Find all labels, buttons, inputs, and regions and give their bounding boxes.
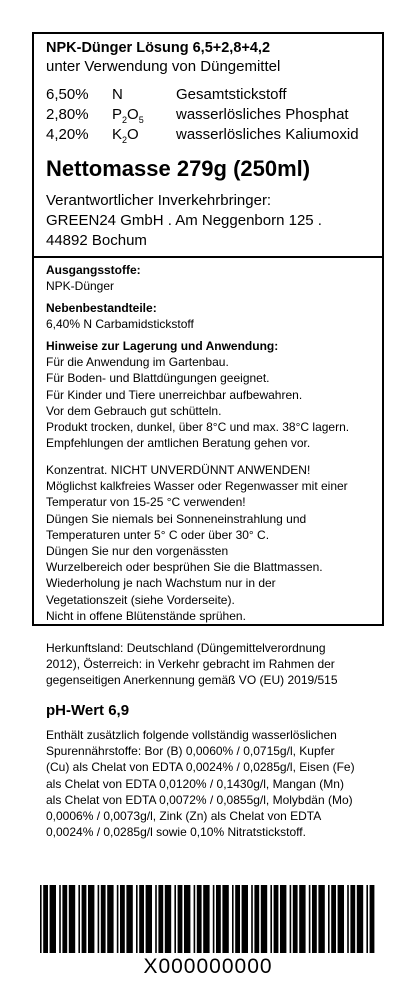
trace-line: Spurennährstoffe: Bor (B) 0,0060% / 0,0715g/l, Kupfer (46, 744, 335, 759)
nebenbestandteile-section (46, 300, 382, 332)
responsible-line: GREEN24 GmbH . Am Neggenborn 125 . (46, 212, 322, 229)
product-subtitle: unter Verwendung von Düngemittel (46, 58, 281, 75)
trace-line: 0,0024% / 0,0285g/l sowie 0,10% Nitratstickstoff. (46, 825, 306, 840)
warning-line: Düngen Sie niemals bei Sonneneinstrahlung und (46, 511, 307, 526)
nutrient-percent: 6,50% (46, 86, 89, 103)
origin-line: gegenseitigen Anerkennung gemäß VO (EU) 2019/515 (46, 673, 338, 688)
origin-section (46, 640, 386, 689)
hinweise-section (46, 338, 382, 451)
warning-line: Düngen Sie nur den vorgenässten (46, 544, 229, 559)
ausgangsstoffe-section (46, 262, 382, 294)
barcode-image (38, 885, 378, 953)
net-weight: Nettomasse 279g (250ml) (46, 156, 311, 181)
warning-line: Konzentrat. NICHT UNVERDÜNNT ANWENDEN! (46, 463, 311, 477)
origin-line: Herkunftsland: Deutschland (Düngemittelverordnung (46, 641, 326, 655)
product-info-box (32, 32, 384, 257)
section-heading: Nebenbestandteile: (46, 301, 157, 315)
trace-line: 0,0006% / 0,0073g/l, Zink (Zn) als Chelat von EDTA (46, 809, 322, 824)
warning-line: Temperatur von 15-25 °C verwenden! (46, 495, 246, 510)
section-text: 6,40% N Carbamidstickstoff (46, 317, 194, 332)
warning-line: Möglichst kalkfreies Wasser oder Regenwasser mit einer (46, 479, 348, 494)
nutrient-percent: 2,80% (46, 106, 89, 123)
trace-line: Enthält zusätzlich folgende vollständig wasserlöslichen (46, 728, 337, 742)
section-heading: Hinweise zur Lagerung und Anwendung: (46, 339, 279, 353)
hint-line: Produkt trocken, dunkel, über 8°C und max. 38°C lagern. (46, 420, 350, 435)
hint-line: Vor dem Gebrauch gut schütteln. (46, 403, 222, 418)
nutrient-description: wasserlösliches Kaliumoxid (176, 126, 359, 143)
hint-line: Für die Anwendung im Gartenbau. (46, 355, 229, 370)
responsible-line: 44892 Bochum (46, 232, 147, 249)
nutrient-description: wasserlösliches Phosphat (176, 106, 349, 123)
nutrient-description: Gesamtstickstoff (176, 86, 287, 103)
ph-value: pH-Wert 6,9 (46, 702, 130, 719)
nutrient-symbol: $P_2O_5$ (112, 106, 144, 125)
warning-line: Vegetationszeit (siehe Vorderseite). (46, 592, 235, 607)
usage-info-box (32, 256, 384, 626)
product-title: NPK-Dünger Lösung 6,5+2,8+4,2 (46, 40, 271, 56)
warning-line: Nicht in offene Blütenstände sprühen. (46, 608, 246, 623)
trace-nutrients-section (46, 727, 386, 840)
barcode-number: X000000000 (143, 955, 273, 978)
section-heading: Ausgangsstoffe: (46, 263, 141, 277)
trace-line: (Cu) als Chelat von EDTA 0,0024% / 0,0285g/l, Eisen (Fe) (46, 760, 355, 775)
section-text: NPK-Dünger (46, 279, 115, 294)
warning-section (46, 462, 382, 624)
origin-line: 2012), Österreich: in Verkehr gebracht im Rahmen der (46, 657, 335, 672)
nutrient-percent: 4,20% (46, 126, 89, 143)
hint-line: Empfehlungen der amtlichen Beratung gehen vor. (46, 436, 311, 451)
nutrient-symbol: $K_2O$ (112, 126, 139, 145)
trace-line: als Chelat von EDTA 0,0120% / 0,1430g/l, Mangan (Mn) (46, 776, 344, 791)
hint-line: Für Kinder und Tiere unerreichbar aufbewahren. (46, 387, 303, 402)
warning-line: Wiederholung je nach Wachstum nur in der (46, 576, 276, 591)
trace-line: als Chelat von EDTA 0,0072% / 0,0855g/l, Molybdän (Mo) (46, 792, 353, 807)
nutrient-symbol: N (112, 86, 123, 103)
responsible-line: Verantwortlicher Inverkehrbringer: (46, 192, 272, 209)
hint-line: Für Boden- und Blattdüngungen geeignet. (46, 371, 270, 386)
warning-line: Wurzelbereich oder besprühen Sie die Blattmassen. (46, 560, 323, 575)
warning-line: Temperaturen unter 5° C oder über 30° C. (46, 527, 270, 542)
